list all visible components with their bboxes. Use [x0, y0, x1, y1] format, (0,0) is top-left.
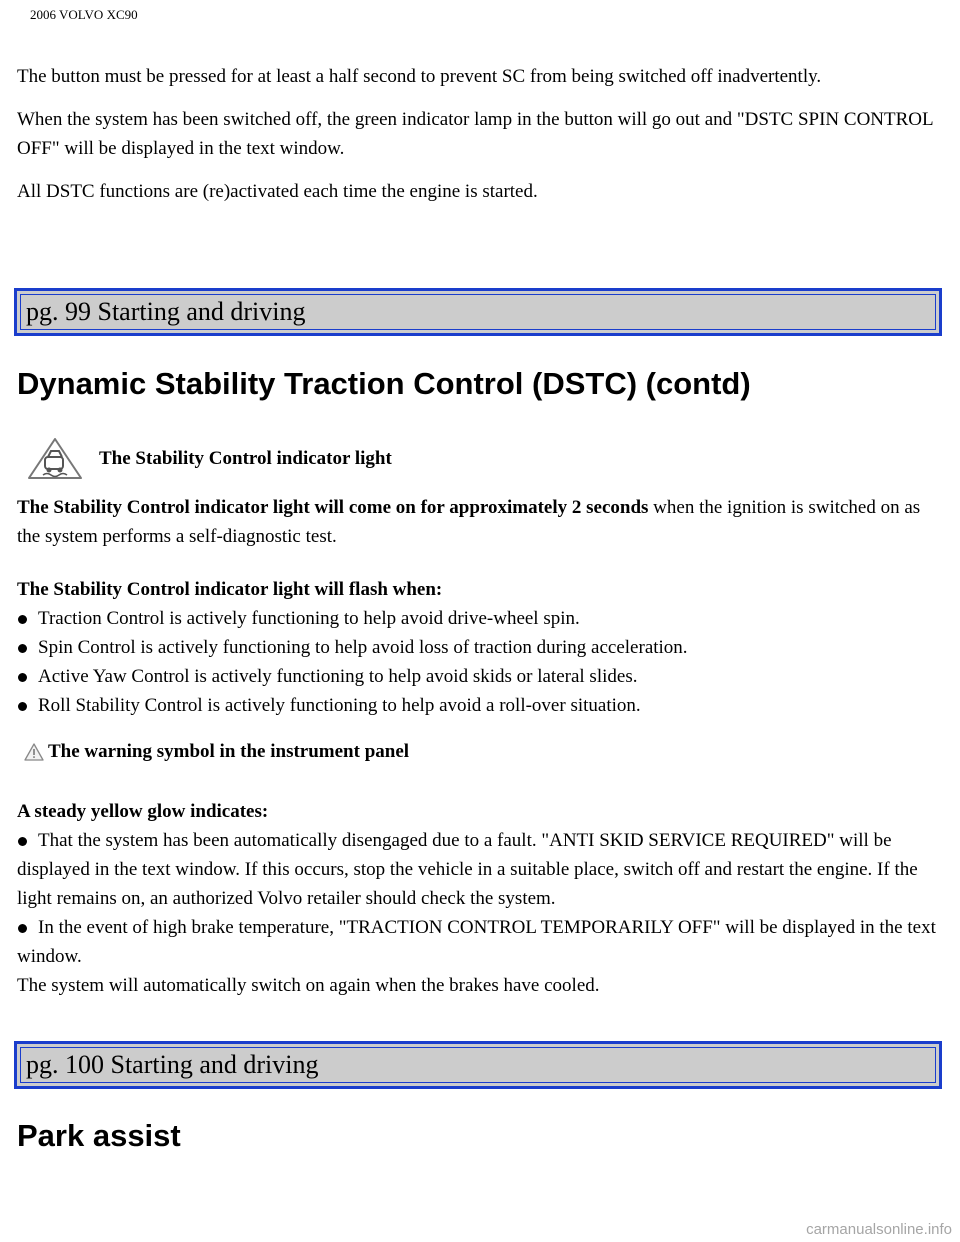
intro-paragraph-3: All DSTC functions are (re)activated each time the engine is started.: [17, 181, 538, 202]
page-band-99: [14, 288, 942, 336]
flash-list: [17, 575, 942, 720]
list-item: That the system has been automatically disengaged due to a fault. "ANTI SKID SERVICE REQUIRED" will be displayed in the text window. If this occurs, stop the vehicle in a suitable place, switch off and restart the engine. If the light remains on, an authorized Volvo retailer should check the system.: [17, 830, 918, 909]
page-band-label: pg. 100 Starting and driving: [26, 1050, 319, 1079]
steady-heading: A steady yellow glow indicates:: [17, 801, 269, 822]
list-item: In the event of high brake temperature, "TRACTION CONTROL TEMPORARILY OFF" will be displayed in the text window.: [17, 917, 936, 967]
list-item: Traction Control is actively functioning to help avoid drive-wheel spin.: [17, 604, 942, 633]
indicator-title: The Stability Control indicator light: [99, 448, 392, 469]
section-heading-park-assist: Park assist: [17, 1118, 181, 1153]
indicator-description: [17, 493, 942, 551]
warning-triangle-icon: [24, 742, 44, 762]
stability-control-icon: [26, 436, 84, 482]
watermark: carmanualsonline.info: [806, 1221, 952, 1238]
warning-title: The warning symbol in the instrument panel: [48, 741, 410, 762]
steady-list: [17, 797, 942, 1000]
document-header: 2006 VOLVO XC90: [30, 7, 138, 22]
closing-text: The system will automatically switch on again when the brakes have cooled.: [17, 975, 600, 996]
warning-title-row: [24, 740, 409, 764]
page-band-label: pg. 99 Starting and driving: [26, 297, 306, 326]
flash-heading: The Stability Control indicator light will flash when:: [17, 579, 443, 600]
list-item: Spin Control is actively functioning to help avoid loss of traction during acceleration.: [17, 633, 942, 662]
indicator-description-rest: when the ignition is switched on as the system performs a self-diagnostic test.: [17, 497, 921, 547]
intro-text: [17, 62, 942, 206]
indicator-description-bold: The Stability Control indicator light will come on for approximately 2 seconds: [17, 497, 649, 518]
indicator-title-row: [26, 436, 392, 482]
intro-paragraph-2: When the system has been switched off, the green indicator lamp in the button will go out and "DSTC SPIN CONTROL OFF" will be displayed in the text window.: [17, 109, 933, 159]
page-band-100: [14, 1041, 942, 1089]
section-heading-dstc: Dynamic Stability Traction Control (DSTC) (contd): [17, 366, 751, 401]
intro-paragraph-1: The button must be pressed for at least a half second to prevent SC from being switched off inadvertently.: [17, 66, 822, 87]
list-item: Roll Stability Control is actively functioning to help avoid a roll-over situation.: [17, 691, 942, 720]
list-item: Active Yaw Control is actively functioning to help avoid skids or lateral slides.: [17, 662, 942, 691]
